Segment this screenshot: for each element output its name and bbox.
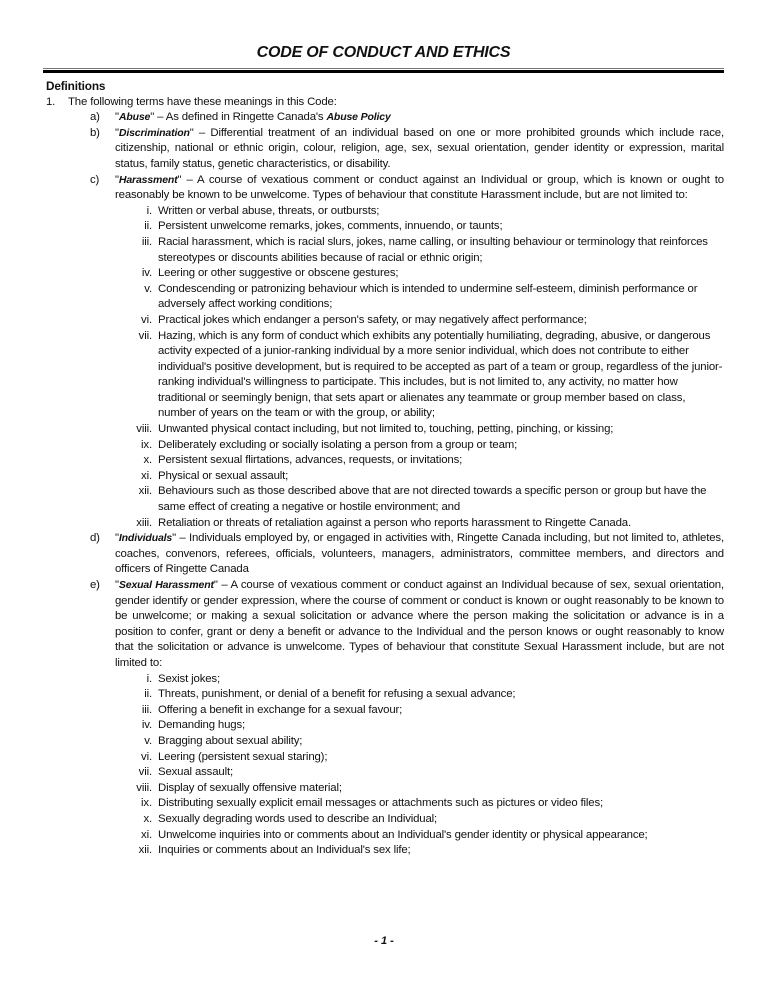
roman-marker: i. <box>146 204 152 217</box>
list-item-text: Leering (persistent sexual staring); <box>158 750 328 763</box>
list-item <box>46 204 724 220</box>
definition-individuals <box>46 531 724 578</box>
roman-marker: ix. <box>141 438 152 451</box>
title-rule-thin <box>43 68 724 69</box>
roman-marker: ii. <box>144 220 152 233</box>
roman-marker: i. <box>146 672 152 685</box>
list-item <box>46 313 724 329</box>
open-quote: " <box>115 579 119 591</box>
roman-marker: xi. <box>141 469 152 482</box>
list-item <box>46 469 724 485</box>
roman-marker: x. <box>143 812 152 825</box>
roman-marker: iv. <box>141 267 152 280</box>
sexual-harassment-subitems <box>46 672 724 859</box>
list-item-text: Deliberately excluding or socially isolating a person from a group or team; <box>158 438 518 451</box>
list-item-text: Demanding hugs; <box>158 719 246 732</box>
definition-term: Sexual Harassment <box>118 579 214 591</box>
definition-term: Abuse <box>118 111 151 124</box>
roman-marker: ii. <box>144 688 152 701</box>
close-quote: " <box>177 173 182 186</box>
roman-marker: vii. <box>138 766 152 779</box>
list-item <box>46 422 724 438</box>
list-item-text: Retaliation or threats of retaliation against a person who reports harassment to Ringette Canada. <box>158 516 631 529</box>
list-item <box>46 718 724 734</box>
definition-abuse <box>46 110 724 126</box>
definition-marker: d) <box>90 532 100 545</box>
roman-marker: x. <box>143 454 152 467</box>
definition-discrimination <box>46 126 724 173</box>
roman-marker: v. <box>144 734 152 747</box>
list-item-text: Threats, punishment, or denial of a benefit for refusing a sexual advance; <box>158 688 516 701</box>
list-item <box>46 282 724 313</box>
list-item-text: Hazing, which is any form of conduct which exhibits any potentially humiliating, degrading, abusive, or dangerous activity expected of a junior-ranking individual by a more senior individual, which does not contribute to either individual's positive development, but is required to be accepted as part of a team or group, regardless of the junior-ranking individual's willingness to participate. This includes, but is not limited to, any activity, no matter how traditional or seemingly benign, that sets apart or alienates any teammate or group member based on class, number of years on the team or with the group, or ability; <box>158 329 723 420</box>
list-item <box>46 672 724 688</box>
list-item <box>46 266 724 282</box>
roman-marker: xiii. <box>136 516 152 529</box>
list-item-text: Written or verbal abuse, threats, or outbursts; <box>158 204 380 217</box>
list-item-text: Sexist jokes; <box>158 672 220 685</box>
harassment-subitems <box>46 204 724 531</box>
list-item-text: Unwelcome inquiries into or comments about an Individual's gender identity or physical appearance; <box>158 828 648 841</box>
definition-text: – Differential treatment of an individual based on one or more prohibited grounds which include race, citizenship, national or ethnic origin, colour, religion, age, sex, sexual orientation, gender identity or expression, marital status, family status, genetic characteristics, or disability. <box>115 126 724 170</box>
page-title: CODE OF CONDUCT AND ETHICS <box>256 44 511 61</box>
list-item <box>46 703 724 719</box>
list-item <box>46 516 724 532</box>
close-quote: " <box>213 579 218 591</box>
list-item <box>46 235 724 266</box>
item-number: 1. <box>46 95 56 108</box>
definition-text: – As defined in Ringette Canada's <box>154 111 327 124</box>
list-item <box>46 734 724 750</box>
roman-marker: xii. <box>138 844 152 857</box>
definition-term: Discrimination <box>118 126 190 139</box>
definition-marker: c) <box>90 173 100 186</box>
roman-marker: xi. <box>141 828 152 841</box>
close-quote: " <box>150 111 155 124</box>
list-item <box>46 765 724 781</box>
list-item-text: Condescending or patronizing behaviour which is intended to undermine self-esteem, diminish performance or adversely affect working conditions; <box>158 282 698 311</box>
definition-harassment <box>46 173 724 204</box>
list-item-text: Leering or other suggestive or obscene gestures; <box>158 267 399 280</box>
document-body <box>46 79 724 859</box>
policy-reference: Abuse Policy <box>326 111 391 124</box>
open-quote: " <box>115 111 119 124</box>
definition-text: – A course of vexatious comment or conduct against an Individual or group, which is known or ought to reasonably be known to be unwelcome. Types of behaviour that constitute Harassment include, but are not limited to: <box>115 173 724 202</box>
list-item <box>46 812 724 828</box>
list-item <box>46 438 724 454</box>
definition-sexual-harassment <box>46 578 724 672</box>
close-quote: " <box>189 126 194 139</box>
roman-marker: iii. <box>141 235 152 248</box>
list-item-text: Sexually degrading words used to describe an Individual; <box>158 812 438 825</box>
definition-term: Harassment <box>118 173 178 186</box>
list-item-text: Persistent unwelcome remarks, jokes, comments, innuendo, or taunts; <box>158 220 503 233</box>
list-item-text: Racial harassment, which is racial slurs, jokes, name calling, or insulting behaviour or terminology that reinforces stereotypes or discounts abilities because of racial or ethnic origin; <box>158 235 708 264</box>
definition-text: – Individuals employed by, or engaged in activities with, Ringette Canada including, but not limited to, athletes, coaches, convenors, referees, officials, volunteers, managers, administrators, committee members, and directors and officers of Ringette Canada <box>115 532 724 576</box>
list-item <box>46 484 724 515</box>
list-item <box>46 781 724 797</box>
roman-marker: vi. <box>141 313 152 326</box>
open-quote: " <box>115 532 119 545</box>
list-item-text: Behaviours such as those described above that are not directed towards a specific person or group but have the same effect of creating a negative or hostile environment; and <box>158 485 707 514</box>
list-item-text: Practical jokes which endanger a person's safety, or may negatively affect performance; <box>158 313 587 326</box>
list-item <box>46 828 724 844</box>
open-quote: " <box>115 173 119 186</box>
roman-marker: iv. <box>141 719 152 732</box>
list-item-text: Inquiries or comments about an Individual's sex life; <box>158 844 411 857</box>
definition-marker: a) <box>90 111 100 124</box>
list-item <box>46 453 724 469</box>
list-item-text: Persistent sexual flirtations, advances, requests, or invitations; <box>158 454 463 467</box>
roman-marker: viii. <box>136 781 152 794</box>
definition-marker: e) <box>90 579 100 591</box>
list-item-text: Offering a benefit in exchange for a sexual favour; <box>158 703 403 716</box>
roman-marker: xii. <box>138 485 152 498</box>
roman-marker: viii. <box>136 423 152 436</box>
list-item <box>46 750 724 766</box>
list-item-text: Display of sexually offensive material; <box>158 781 342 794</box>
title-rule-thick <box>43 70 724 73</box>
roman-marker: vii. <box>138 329 152 342</box>
page-number: - 1 - <box>374 935 394 947</box>
roman-marker: v. <box>144 282 152 295</box>
numbered-item-1 <box>46 95 724 111</box>
definition-text: – A course of vexatious comment or conduct against an Individual because of sex, sexual orientation, gender identify or gender expression, where the course of comment or conduct is known or ought reasonably to be known to be unwelcome; or making a sexual solicitation or advance where the person making the solicitation or advance is in a position to confer, grant or deny a benefit or advance to the Individual and the person knows or ought reasonably to know that the solicitation or advance is unwelcome. Types of behaviour that constitute Sexual Harassment include, but are not limited to: <box>115 579 724 669</box>
close-quote: " <box>172 532 177 545</box>
definition-term: Individuals <box>118 532 173 545</box>
list-item <box>46 219 724 235</box>
list-item-text: Distributing sexually explicit email messages or attachments such as pictures or video files; <box>158 797 604 810</box>
list-item-text: Physical or sexual assault; <box>158 469 289 482</box>
section-heading: Definitions <box>46 79 106 93</box>
roman-marker: vi. <box>141 750 152 763</box>
list-item-text: Unwanted physical contact including, but not limited to, touching, petting, pinching, or kissing; <box>158 423 614 436</box>
open-quote: " <box>115 126 119 139</box>
list-item <box>46 687 724 703</box>
list-item-text: Bragging about sexual ability; <box>158 734 303 747</box>
list-item <box>46 796 724 812</box>
list-item-text: Sexual assault; <box>158 766 233 779</box>
list-item <box>46 843 724 859</box>
definition-marker: b) <box>90 126 100 139</box>
roman-marker: iii. <box>141 703 152 716</box>
roman-marker: ix. <box>141 797 152 810</box>
item-text: The following terms have these meanings in this Code: <box>68 95 337 108</box>
list-item <box>46 329 724 423</box>
